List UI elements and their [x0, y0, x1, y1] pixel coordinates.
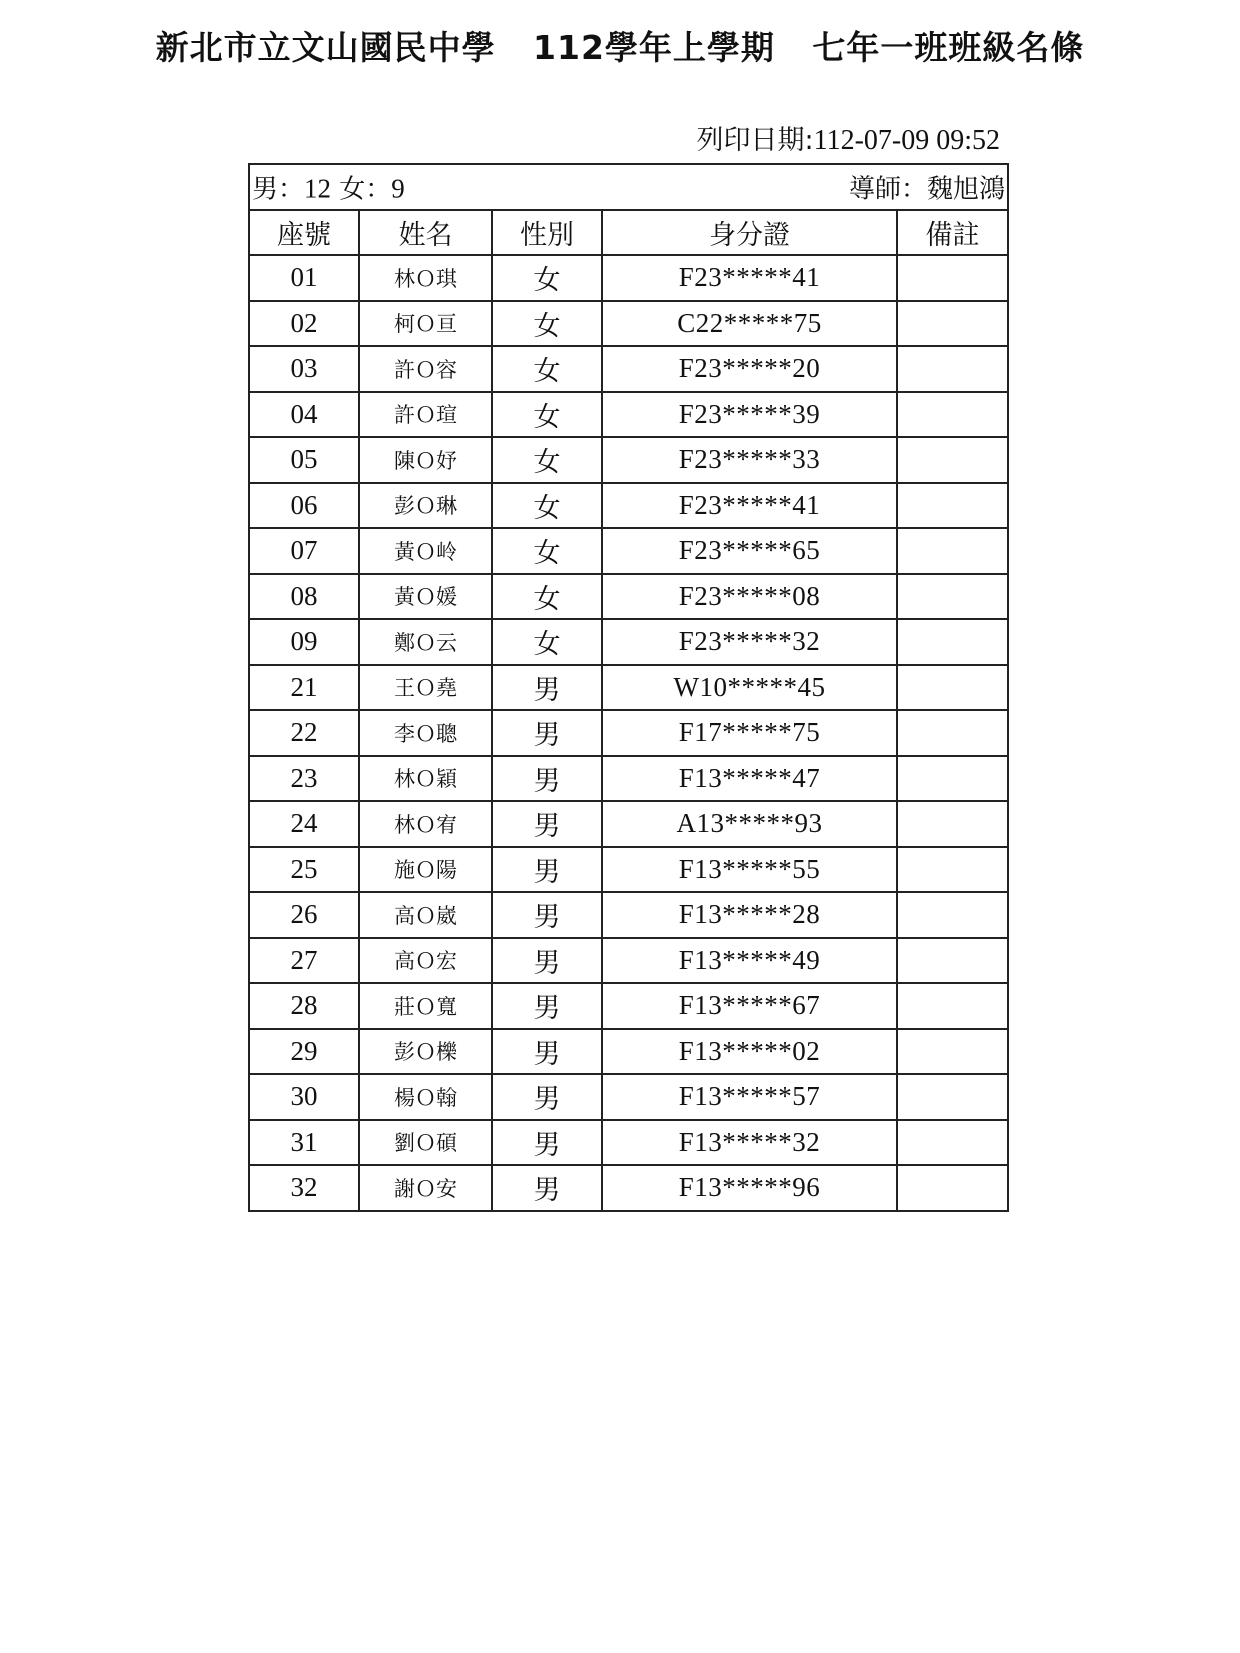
student-name: 柯Ｏ亘 [359, 301, 492, 347]
seat-number: 26 [249, 892, 359, 938]
student-gender: 男 [492, 801, 602, 847]
seat-number: 23 [249, 756, 359, 802]
seat-number: 24 [249, 801, 359, 847]
table-row [249, 801, 1008, 847]
seat-number: 22 [249, 710, 359, 756]
student-gender: 男 [492, 938, 602, 984]
student-name: 鄭Ｏ云 [359, 619, 492, 665]
student-note [897, 346, 1008, 392]
summary-cell [249, 164, 1008, 210]
student-id: F13*****55 [602, 847, 897, 893]
seat-number: 28 [249, 983, 359, 1029]
student-id: F23*****41 [602, 483, 897, 529]
student-id: F17*****75 [602, 710, 897, 756]
female-count: 9 [391, 173, 405, 204]
student-note [897, 483, 1008, 529]
student-id: F13*****67 [602, 983, 897, 1029]
student-id: F13*****32 [602, 1120, 897, 1166]
student-name: 黃Ｏ媛 [359, 574, 492, 620]
student-name: 許Ｏ瑄 [359, 392, 492, 438]
student-id: F13*****96 [602, 1165, 897, 1211]
student-id: F23*****32 [602, 619, 897, 665]
student-note [897, 528, 1008, 574]
student-name: 莊Ｏ寬 [359, 983, 492, 1029]
student-gender: 男 [492, 1029, 602, 1075]
student-id: F13*****47 [602, 756, 897, 802]
student-name: 林Ｏ宥 [359, 801, 492, 847]
student-gender: 女 [492, 574, 602, 620]
mentor-name: 導師：魏旭鴻 [849, 174, 1006, 205]
student-gender: 女 [492, 528, 602, 574]
male-count: 12 [304, 173, 332, 204]
student-note [897, 255, 1008, 301]
student-id: F23*****41 [602, 255, 897, 301]
student-name: 劉Ｏ碩 [359, 1120, 492, 1166]
female-label: 女： [331, 174, 392, 205]
student-note [897, 1120, 1008, 1166]
student-gender: 男 [492, 1120, 602, 1166]
student-gender: 女 [492, 392, 602, 438]
summary-row [249, 164, 1008, 210]
gender-counts [252, 168, 405, 205]
page-title: 新北市立文山國民中學 112學年上學期 七年一班班級名條 [155, 28, 1085, 67]
print-date [640, 118, 1000, 157]
student-gender: 男 [492, 665, 602, 711]
table-row [249, 619, 1008, 665]
student-note [897, 665, 1008, 711]
seat-number: 29 [249, 1029, 359, 1075]
table-row [249, 847, 1008, 893]
student-name: 楊Ｏ翰 [359, 1074, 492, 1120]
column-header-name: 姓名 [359, 210, 492, 256]
student-id: F23*****33 [602, 437, 897, 483]
student-gender: 女 [492, 619, 602, 665]
table-row [249, 301, 1008, 347]
seat-number: 21 [249, 665, 359, 711]
student-note [897, 437, 1008, 483]
seat-number: 03 [249, 346, 359, 392]
seat-number: 05 [249, 437, 359, 483]
table-row [249, 983, 1008, 1029]
seat-number: 30 [249, 1074, 359, 1120]
table-row [249, 528, 1008, 574]
student-id: F23*****08 [602, 574, 897, 620]
student-note [897, 710, 1008, 756]
student-id: F23*****20 [602, 346, 897, 392]
student-name: 高Ｏ崴 [359, 892, 492, 938]
table-row [249, 1165, 1008, 1211]
student-gender: 男 [492, 1074, 602, 1120]
student-note [897, 801, 1008, 847]
column-header-note: 備註 [897, 210, 1008, 256]
seat-number: 08 [249, 574, 359, 620]
student-name: 黃Ｏ岭 [359, 528, 492, 574]
student-gender: 男 [492, 847, 602, 893]
student-note [897, 392, 1008, 438]
student-id: F23*****65 [602, 528, 897, 574]
student-name: 林Ｏ穎 [359, 756, 492, 802]
column-header-seat: 座號 [249, 210, 359, 256]
column-header-row [249, 210, 1008, 256]
seat-number: 01 [249, 255, 359, 301]
student-name: 陳Ｏ妤 [359, 437, 492, 483]
table-row [249, 483, 1008, 529]
student-note [897, 1029, 1008, 1075]
student-note [897, 619, 1008, 665]
class-roster-table [248, 163, 1009, 1212]
table-row [249, 892, 1008, 938]
student-gender: 男 [492, 983, 602, 1029]
seat-number: 31 [249, 1120, 359, 1166]
column-header-id: 身分證 [602, 210, 897, 256]
seat-number: 06 [249, 483, 359, 529]
seat-number: 02 [249, 301, 359, 347]
seat-number: 32 [249, 1165, 359, 1211]
student-id: F13*****57 [602, 1074, 897, 1120]
seat-number: 07 [249, 528, 359, 574]
student-note [897, 574, 1008, 620]
student-id: F23*****39 [602, 392, 897, 438]
column-header-gender: 性別 [492, 210, 602, 256]
student-gender: 男 [492, 710, 602, 756]
table-row [249, 938, 1008, 984]
seat-number: 27 [249, 938, 359, 984]
table-row [249, 437, 1008, 483]
student-id: F13*****49 [602, 938, 897, 984]
student-gender: 男 [492, 892, 602, 938]
student-id: A13*****93 [602, 801, 897, 847]
student-note [897, 983, 1008, 1029]
seat-number: 04 [249, 392, 359, 438]
table-row [249, 574, 1008, 620]
print-date-value: 112-07-09 09:52 [813, 125, 1000, 156]
roster-body [249, 255, 1008, 1211]
student-gender: 女 [492, 301, 602, 347]
student-name: 高Ｏ宏 [359, 938, 492, 984]
student-name: 謝Ｏ安 [359, 1165, 492, 1211]
student-gender: 女 [492, 437, 602, 483]
student-id: W10*****45 [602, 665, 897, 711]
table-row [249, 346, 1008, 392]
student-gender: 男 [492, 756, 602, 802]
student-gender: 女 [492, 483, 602, 529]
student-gender: 女 [492, 255, 602, 301]
table-row [249, 255, 1008, 301]
student-name: 彭Ｏ琳 [359, 483, 492, 529]
table-row [249, 1120, 1008, 1166]
student-note [897, 892, 1008, 938]
student-name: 林Ｏ琪 [359, 255, 492, 301]
student-name: 李Ｏ聰 [359, 710, 492, 756]
student-name: 王Ｏ堯 [359, 665, 492, 711]
table-row [249, 710, 1008, 756]
student-id: C22*****75 [602, 301, 897, 347]
seat-number: 25 [249, 847, 359, 893]
student-note [897, 301, 1008, 347]
table-row [249, 756, 1008, 802]
table-row [249, 665, 1008, 711]
student-gender: 女 [492, 346, 602, 392]
student-note [897, 1074, 1008, 1120]
student-gender: 男 [492, 1165, 602, 1211]
student-note [897, 847, 1008, 893]
student-name: 施Ｏ陽 [359, 847, 492, 893]
student-name: 許Ｏ容 [359, 346, 492, 392]
student-note [897, 756, 1008, 802]
seat-number: 09 [249, 619, 359, 665]
student-note [897, 938, 1008, 984]
student-id: F13*****28 [602, 892, 897, 938]
print-date-label: 列印日期: [696, 125, 814, 156]
table-row [249, 392, 1008, 438]
table-row [249, 1029, 1008, 1075]
table-row [249, 1074, 1008, 1120]
student-id: F13*****02 [602, 1029, 897, 1075]
male-label: 男： [252, 174, 305, 205]
student-note [897, 1165, 1008, 1211]
student-name: 彭Ｏ櫟 [359, 1029, 492, 1075]
